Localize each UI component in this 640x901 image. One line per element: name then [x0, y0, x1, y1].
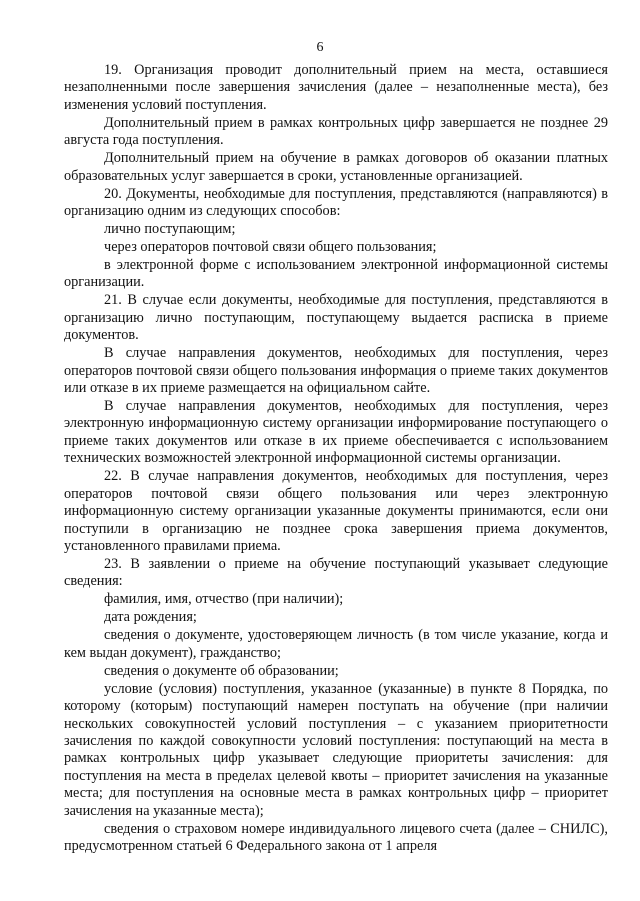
paragraph-22: 22. В случае направления документов, необходимых для поступления, через операторов почтовой связи общего пользования или через электронную информационную систему организации указанные документы принимаются, если они поступили в организацию не позднее срока завершения приема документов, установленного правилами приема.	[64, 468, 608, 554]
list-item-admission-conditions: условие (условия) поступления, указанное (указанные) в пункте 8 Порядка, по которому (которым) поступающий намерен поступать на обучение (при наличии нескольких совокупностей условий поступления – с указанием приоритетности зачисления по каждой совокупности условий поступления: поступающий на места в рамках контрольных цифр указывает следующие приоритеты зачисления: для поступления на места в пределах целевой квоты – приоритет зачисления на указанные места; для поступления на основные места в рамках контрольных цифр – приоритет зачисления на указанные места);	[64, 680, 608, 819]
list-item-electronic: в электронной форме с использованием электронной информационной системы организации.	[64, 257, 608, 291]
page-number: 6	[316, 40, 324, 55]
paragraph-20: 20. Документы, необходимые для поступления, представляются (направляются) в организацию одним из следующих способов:	[64, 185, 608, 220]
paragraph-21: 21. В случае если документы, необходимые для поступления, представляются в организацию лично поступающим, поступающему выдается расписка в приеме документов.	[64, 292, 608, 344]
paragraph-19-paid: Дополнительный прием на обучение в рамках договоров об оказании платных образовательных услуг завершается в сроки, установленные организацией.	[64, 150, 608, 184]
list-item-in-person: лично поступающим;	[104, 221, 236, 238]
list-item-education-document: сведения о документе об образовании;	[104, 662, 339, 679]
paragraph-21-postal: В случае направления документов, необходимых для поступления, через операторов почтовой связи общего пользования информация о приеме таких документов или отказе в их приеме размещается на официальном сайте.	[64, 345, 608, 397]
list-item-snils: сведения о страховом номере индивидуального лицевого счета (далее – СНИЛС), предусмотренном статьей 6 Федерального закона от 1 апреля	[64, 820, 608, 854]
paragraph-21-electronic: В случае направления документов, необходимых для поступления, через электронную информационную систему организации информирование поступающего о приеме таких документов или отказе в их приеме обеспечивается с использованием технических возможностей электронной информационной системы организации.	[64, 398, 608, 467]
document-body	[64, 62, 608, 856]
paragraph-23: 23. В заявлении о приеме на обучение поступающий указывает следующие сведения:	[64, 555, 608, 590]
list-item-identity-document: сведения о документе, удостоверяющем личность (в том числе указание, когда и кем выдан документ), гражданство;	[64, 627, 608, 661]
list-item-full-name: фамилия, имя, отчество (при наличии);	[104, 591, 344, 608]
list-item-postal: через операторов почтовой связи общего пользования;	[104, 239, 437, 256]
list-item-birth-date: дата рождения;	[104, 609, 197, 626]
paragraph-19: 19. Организация проводит дополнительный прием на места, оставшиеся незаполненными после завершения зачисления (далее – незаполненные места), без изменения условий поступления.	[64, 62, 608, 113]
paragraph-19-deadline: Дополнительный прием в рамках контрольных цифр завершается не позднее 29 августа года поступления.	[64, 114, 608, 149]
